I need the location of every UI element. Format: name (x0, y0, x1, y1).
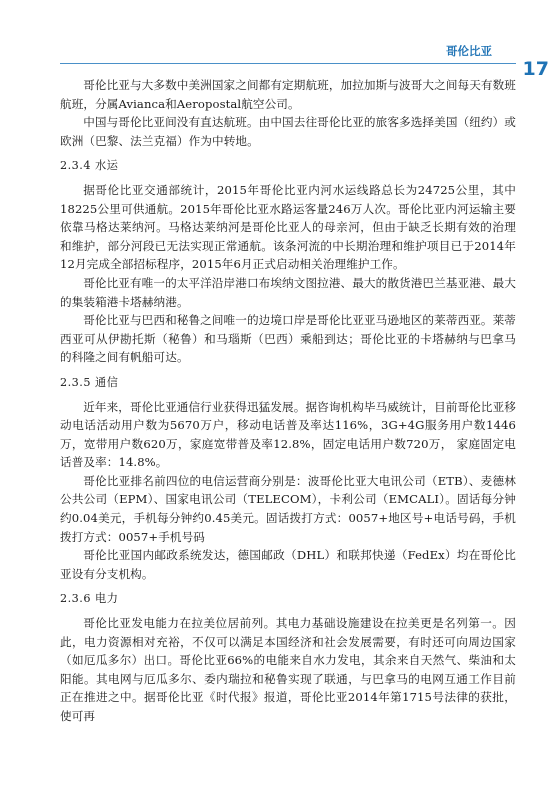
running-title: 哥伦比亚 (446, 44, 492, 58)
page-body (60, 76, 516, 726)
power-heading: 2.3.6 电力 (60, 592, 119, 606)
telecom-paragraph-2: 哥伦比亚排名前四位的电信运营商分别是：波哥伦比亚大电讯公司（ETB）、麦德林公共公司（EPM）、国家电讯公司（TELECOM），卡利公司（EMCALI）。固话每分钟约0.04美元，手机每分钟约0.45美元。固话拨打方式：0057+地区号+电话号码，手机拨打方式：0057+手机号码 (60, 473, 516, 544)
water-paragraph-2: 哥伦比亚有唯一的太平洋沿岸港口布埃纳文图拉港、最大的散货港巴兰基亚港、最大的集装箱港卡塔赫纳港。 (60, 275, 516, 309)
telecom-paragraph-1: 近年来，哥伦比亚通信行业获得迅猛发展。据咨询机构毕马威统计，目前哥伦比亚移动电话活动用户数为5670万户，移动电话普及率达116%，3G+4G服务用户数1446万，宽带用户数620万，家庭宽带普及率12.8%，固定电话用户数720万， 家庭固定电话普及率：14.8%。 (60, 399, 516, 470)
page-number: 17 (522, 58, 549, 80)
header-rule (60, 63, 516, 64)
telecom-paragraph-3: 哥伦比亚国内邮政系统发达，德国邮政（DHL）和联邦快递（FedEx）均在哥伦比亚设有分支机构。 (60, 548, 516, 581)
water-paragraph-3: 哥伦比亚与巴西和秘鲁之间唯一的边境口岸是哥伦比亚亚马逊地区的莱蒂西亚。莱蒂西亚可从伊勘托斯（秘鲁）和马瑙斯（巴西）乘船到达；哥伦比亚的卡塔赫纳与巴拿马的科隆之间有帆船可达。 (60, 313, 516, 365)
aviation-paragraph-2: 中国与哥伦比亚间没有直达航班。由中国去往哥伦比亚的旅客多选择美国（纽约）或欧洲（巴黎、法兰克福）作为中转地。 (60, 115, 516, 148)
water-paragraph-1: 据哥伦比亚交通部统计，2015年哥伦比亚内河水运线路总长为24725公里，其中18225公里可供通航。2015年哥伦比亚水路运客量246万人次。哥伦比亚内河运输主要依靠马格达莱纳河。马格达莱纳河是哥伦比亚人的母亲河，但由于缺乏长期有效的治理和维护，部分河段已无法实现正常通航。该条河流的中长期治理和维护项目已于2014年12月完成全部招标程序，2015年6月正式启动相关治理维护工作。 (60, 182, 516, 272)
telecom-heading: 2.3.5 通信 (60, 375, 119, 389)
aviation-paragraph-1: 哥伦比亚与大多数中美洲国家之间都有定期航班，加拉加斯与波哥大之间每天有数班航班，分属Avianca和Aeropostal航空公司。 (60, 78, 516, 111)
power-paragraph-1: 哥伦比亚发电能力在拉美位居前列。其电力基础设施建设在拉美更是名列第一。因此，电力资源相对充裕，不仅可以满足本国经济和社会发展需要，有时还可向周边国家（如厄瓜多尔）出口。哥伦比亚66%的电能来自水力发电，其余来自天然气、柴油和太阳能。其电网与厄瓜多尔、委内瑞拉和秘鲁实现了联通，与巴拿马的电网互通工作目前正在推进之中。据哥伦比亚《时代报》报道，哥伦比亚2014年第1715号法律的获批，使可再 (60, 616, 516, 723)
water-transport-heading: 2.3.4 水运 (60, 159, 119, 173)
